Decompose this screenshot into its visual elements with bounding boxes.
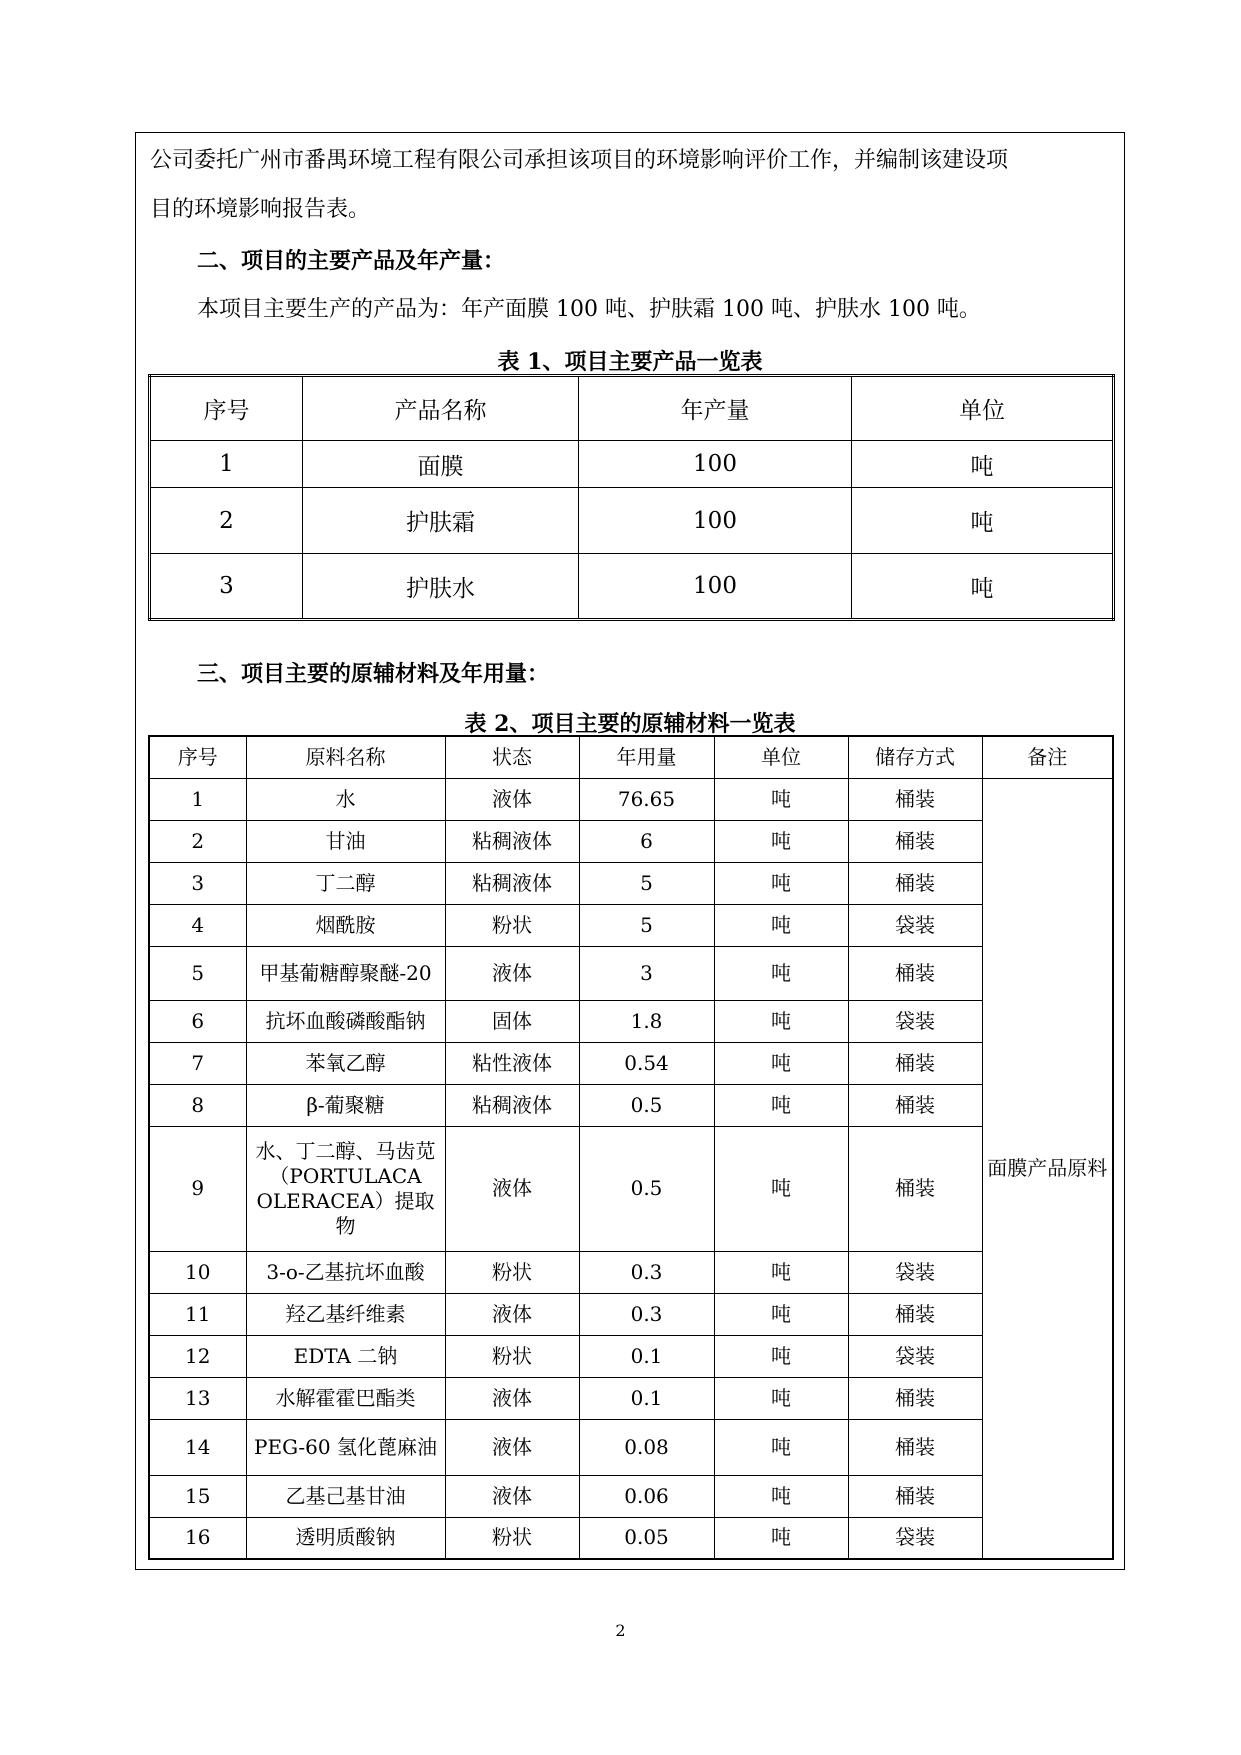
table-cell: 护肤水 bbox=[303, 554, 579, 620]
table-cell: 粉状 bbox=[445, 1251, 579, 1293]
table-cell: 8 bbox=[149, 1084, 246, 1126]
table-header-cell: 备注 bbox=[982, 736, 1113, 778]
table-cell: 2 bbox=[150, 488, 303, 554]
table-cell: 吨 bbox=[714, 1126, 848, 1251]
table-row bbox=[149, 1251, 1113, 1293]
table-row bbox=[150, 488, 1114, 554]
table-cell: 3 bbox=[579, 946, 714, 1000]
table-row bbox=[149, 946, 1113, 1000]
table-cell: 水 bbox=[246, 778, 445, 820]
table-cell: 吨 bbox=[714, 1419, 848, 1475]
table-cell: 粉状 bbox=[445, 904, 579, 946]
table-cell: 吨 bbox=[714, 1377, 848, 1419]
table-header-cell: 原料名称 bbox=[246, 736, 445, 778]
table-cell: 5 bbox=[579, 862, 714, 904]
table-cell: 羟乙基纤维素 bbox=[246, 1293, 445, 1335]
table-cell: 4 bbox=[149, 904, 246, 946]
table-cell: 袋装 bbox=[848, 1000, 982, 1042]
table-cell: 吨 bbox=[714, 1475, 848, 1517]
table-cell: 甘油 bbox=[246, 820, 445, 862]
table-cell: 液体 bbox=[445, 1475, 579, 1517]
table-cell: 桶装 bbox=[848, 1419, 982, 1475]
table-cell: 吨 bbox=[714, 1042, 848, 1084]
section2-heading: 二、项目的主要产品及年产量： bbox=[197, 248, 506, 274]
table-row bbox=[149, 1517, 1113, 1559]
table-header-cell: 年产量 bbox=[579, 376, 852, 441]
table-cell: 桶装 bbox=[848, 820, 982, 862]
table-header-cell: 序号 bbox=[150, 376, 303, 441]
table-row bbox=[149, 1293, 1113, 1335]
table-row bbox=[149, 1377, 1113, 1419]
table-header-cell: 储存方式 bbox=[848, 736, 982, 778]
table-cell: 粉状 bbox=[445, 1517, 579, 1559]
table-cell: 袋装 bbox=[848, 904, 982, 946]
table-cell: 100 bbox=[579, 488, 852, 554]
table-cell: 袋装 bbox=[848, 1517, 982, 1559]
table-cell: 护肤霜 bbox=[303, 488, 579, 554]
table-cell: 14 bbox=[149, 1419, 246, 1475]
table-cell: 9 bbox=[149, 1126, 246, 1251]
table-cell: 0.5 bbox=[579, 1126, 714, 1251]
table-cell: 粘稠液体 bbox=[445, 862, 579, 904]
table-cell: 液体 bbox=[445, 1126, 579, 1251]
table-cell: 2 bbox=[149, 820, 246, 862]
table-row bbox=[149, 862, 1113, 904]
table-cell: 0.5 bbox=[579, 1084, 714, 1126]
table-cell: β-葡聚糖 bbox=[246, 1084, 445, 1126]
table-cell: 7 bbox=[149, 1042, 246, 1084]
table-cell: 3 bbox=[149, 862, 246, 904]
table-cell: 0.08 bbox=[579, 1419, 714, 1475]
intro-line-2: 目的环境影响报告表。 bbox=[150, 197, 371, 222]
table-cell: 液体 bbox=[445, 946, 579, 1000]
table-cell: 固体 bbox=[445, 1000, 579, 1042]
table-cell: 15 bbox=[149, 1475, 246, 1517]
table-cell: 吨 bbox=[852, 554, 1114, 620]
table-row bbox=[149, 1126, 1113, 1251]
table-cell: 3-o-乙基抗坏血酸 bbox=[246, 1251, 445, 1293]
table-cell: 抗坏血酸磷酸酯钠 bbox=[246, 1000, 445, 1042]
table-cell: 桶装 bbox=[848, 1293, 982, 1335]
table-row bbox=[149, 1335, 1113, 1377]
table-row bbox=[149, 1419, 1113, 1475]
table-cell: 1 bbox=[150, 441, 303, 488]
table-cell: 乙基己基甘油 bbox=[246, 1475, 445, 1517]
table-cell: 桶装 bbox=[848, 1475, 982, 1517]
table-cell: 面膜 bbox=[303, 441, 579, 488]
table-row bbox=[150, 554, 1114, 620]
table-row bbox=[149, 1000, 1113, 1042]
table-row bbox=[149, 1084, 1113, 1126]
table-cell: 水解霍霍巴酯类 bbox=[246, 1377, 445, 1419]
table-cell: 粘稠液体 bbox=[445, 1084, 579, 1126]
table-cell: 0.54 bbox=[579, 1042, 714, 1084]
table-row bbox=[149, 1475, 1113, 1517]
table-cell: 桶装 bbox=[848, 778, 982, 820]
table-row bbox=[149, 904, 1113, 946]
table-cell: 吨 bbox=[714, 946, 848, 1000]
table2-caption: 表 2、项目主要的原辅材料一览表 bbox=[464, 711, 796, 737]
table-cell: 100 bbox=[579, 554, 852, 620]
table-cell: 3 bbox=[150, 554, 303, 620]
table-cell: 0.05 bbox=[579, 1517, 714, 1559]
table-cell: 5 bbox=[149, 946, 246, 1000]
materials-table bbox=[148, 735, 1114, 1560]
table-cell: 16 bbox=[149, 1517, 246, 1559]
table-cell: 袋装 bbox=[848, 1335, 982, 1377]
table-cell: 桶装 bbox=[848, 1126, 982, 1251]
table-header-row bbox=[150, 376, 1114, 441]
table-cell: 13 bbox=[149, 1377, 246, 1419]
table-cell: 桶装 bbox=[848, 946, 982, 1000]
table-cell: 桶装 bbox=[848, 862, 982, 904]
table-cell: 粘性液体 bbox=[445, 1042, 579, 1084]
table-cell: 1 bbox=[149, 778, 246, 820]
table-cell: 12 bbox=[149, 1335, 246, 1377]
table-cell: 5 bbox=[579, 904, 714, 946]
table-header-row bbox=[149, 736, 1113, 778]
table-cell: 吨 bbox=[714, 1251, 848, 1293]
table-header-cell: 序号 bbox=[149, 736, 246, 778]
table-cell: 0.1 bbox=[579, 1335, 714, 1377]
table-cell: 吨 bbox=[714, 1517, 848, 1559]
table-cell: 吨 bbox=[714, 1293, 848, 1335]
table1-caption: 表 1、项目主要产品一览表 bbox=[497, 349, 763, 375]
section2-text: 本项目主要生产的产品为：年产面膜 100 吨、护肤霜 100 吨、护肤水 100 吨。 bbox=[197, 297, 981, 322]
table-cell: 10 bbox=[149, 1251, 246, 1293]
table-cell: 0.1 bbox=[579, 1377, 714, 1419]
table-header-cell: 产品名称 bbox=[303, 376, 579, 441]
table-cell: EDTA 二钠 bbox=[246, 1335, 445, 1377]
table-cell: 100 bbox=[579, 441, 852, 488]
table-cell: 6 bbox=[579, 820, 714, 862]
table-cell: 水、丁二醇、马齿苋（PORTULACA OLERACEA）提取物 bbox=[246, 1126, 445, 1251]
table-header-cell: 状态 bbox=[445, 736, 579, 778]
table-cell: 透明质酸钠 bbox=[246, 1517, 445, 1559]
table-row bbox=[149, 820, 1113, 862]
table-cell: 吨 bbox=[714, 778, 848, 820]
section3-heading: 三、项目主要的原辅材料及年用量： bbox=[197, 661, 550, 687]
table-row bbox=[149, 778, 1113, 820]
table-cell: 丁二醇 bbox=[246, 862, 445, 904]
table-cell: 液体 bbox=[445, 778, 579, 820]
table-cell: 吨 bbox=[714, 1000, 848, 1042]
table-cell: 粘稠液体 bbox=[445, 820, 579, 862]
table-cell: 桶装 bbox=[848, 1084, 982, 1126]
table-cell: 0.3 bbox=[579, 1293, 714, 1335]
table-row bbox=[149, 1042, 1113, 1084]
table-cell: 吨 bbox=[852, 441, 1114, 488]
table-cell: 苯氧乙醇 bbox=[246, 1042, 445, 1084]
table-cell: 吨 bbox=[714, 862, 848, 904]
page-number: 2 bbox=[615, 1621, 626, 1640]
table-cell: 0.3 bbox=[579, 1251, 714, 1293]
intro-line-1: 公司委托广州市番禺环境工程有限公司承担该项目的环境影响评价工作，并编制该建设项 bbox=[150, 148, 1009, 173]
remark-cell: 面膜产品原料 bbox=[982, 778, 1113, 1559]
table-row bbox=[150, 441, 1114, 488]
table-cell: 桶装 bbox=[848, 1042, 982, 1084]
table-cell: 液体 bbox=[445, 1377, 579, 1419]
table-cell: 1.8 bbox=[579, 1000, 714, 1042]
table-cell: 吨 bbox=[714, 1335, 848, 1377]
table-cell: 液体 bbox=[445, 1293, 579, 1335]
products-table bbox=[148, 374, 1115, 621]
table-header-cell: 单位 bbox=[714, 736, 848, 778]
table-cell: 桶装 bbox=[848, 1377, 982, 1419]
table-cell: 0.06 bbox=[579, 1475, 714, 1517]
table-cell: 11 bbox=[149, 1293, 246, 1335]
table-header-cell: 单位 bbox=[852, 376, 1114, 441]
table-cell: 液体 bbox=[445, 1419, 579, 1475]
table-cell: 粉状 bbox=[445, 1335, 579, 1377]
table-cell: 袋装 bbox=[848, 1251, 982, 1293]
table-cell: 吨 bbox=[852, 488, 1114, 554]
table-cell: 吨 bbox=[714, 904, 848, 946]
table-cell: 吨 bbox=[714, 1084, 848, 1126]
table-cell: 烟酰胺 bbox=[246, 904, 445, 946]
table-cell: 6 bbox=[149, 1000, 246, 1042]
table-cell: 76.65 bbox=[579, 778, 714, 820]
table-cell: 甲基葡糖醇聚醚-20 bbox=[246, 946, 445, 1000]
table-cell: 吨 bbox=[714, 820, 848, 862]
table-header-cell: 年用量 bbox=[579, 736, 714, 778]
table-cell: PEG-60 氢化蓖麻油 bbox=[246, 1419, 445, 1475]
